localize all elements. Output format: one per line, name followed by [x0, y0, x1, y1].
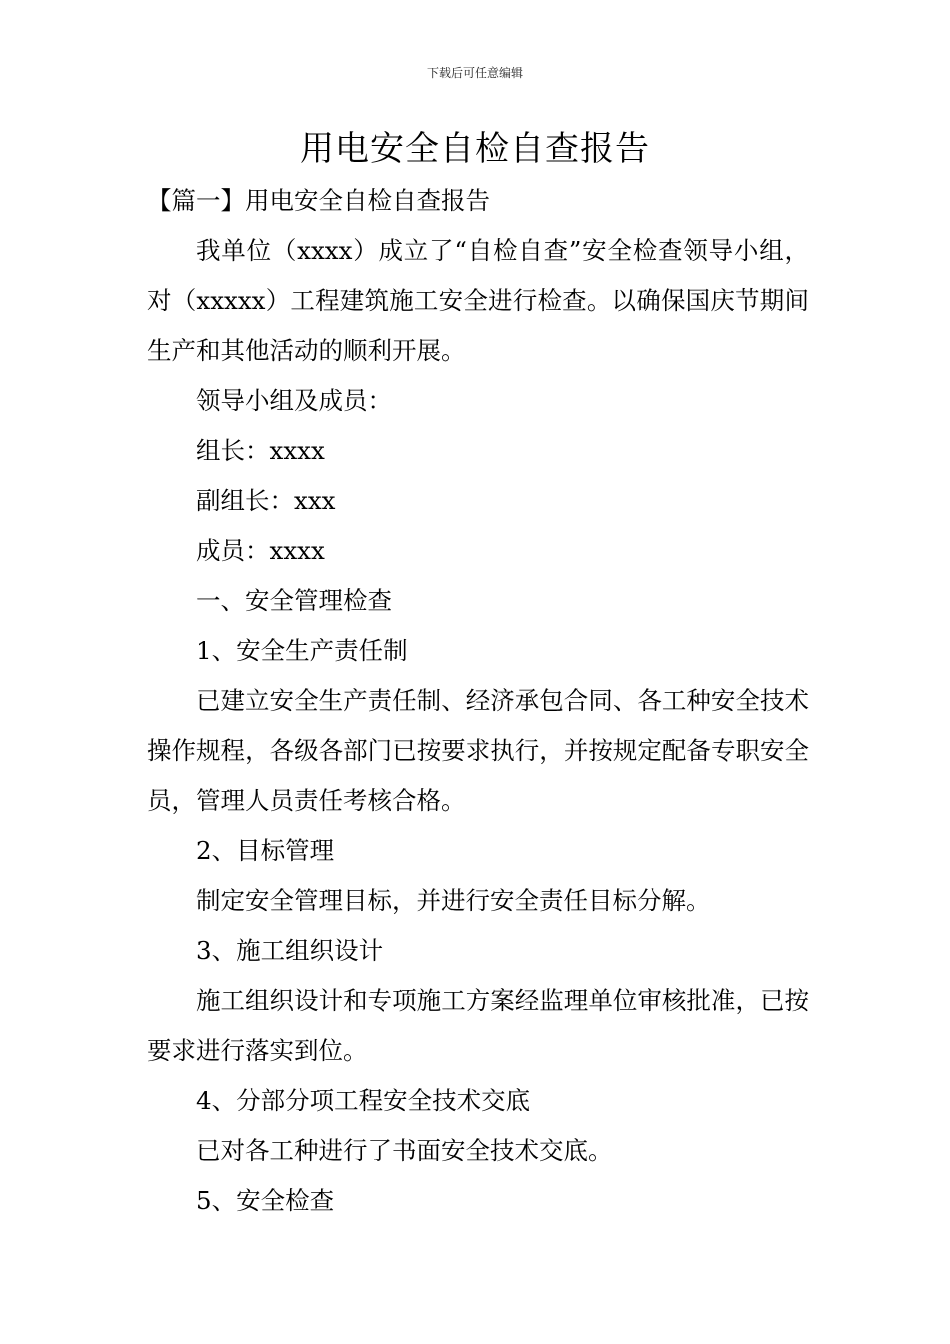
item-paragraph: 已对各工种进行了书面安全技术交底。 — [196, 1136, 613, 1165]
item-heading: 2、目标管理 — [196, 836, 335, 865]
item-heading: 5、安全检查 — [196, 1186, 335, 1215]
item-heading: 3、施工组织设计 — [196, 936, 384, 965]
team-heading: 领导小组及成员： — [196, 386, 392, 415]
item-heading: 4、分部分项工程安全技术交底 — [196, 1086, 531, 1115]
item-paragraph: 制定安全管理目标，并进行安全责任目标分解。 — [196, 886, 711, 915]
item-paragraph: 已建立安全生产责任制、经济承包合同、各工种安全技术操作规程，各级各部门已按要求执行，并按规定配备专职安全员，管理人员责任考核合格。 — [147, 686, 809, 815]
download-note: 下载后可任意编辑 — [426, 66, 523, 80]
item-heading: 1、安全生产责任制 — [196, 636, 408, 665]
item-paragraph: 施工组织设计和专项施工方案经监理单位审核批准，已按要求进行落实到位。 — [147, 986, 809, 1065]
document-title: 用电安全自检自查报告 — [300, 129, 650, 169]
document-body — [147, 176, 809, 1226]
team-members: 成员：xxxx — [196, 536, 325, 565]
team-deputy: 副组长：xxx — [196, 486, 336, 515]
team-leader: 组长：xxxx — [196, 436, 325, 465]
intro-paragraph: 我单位（xxxx）成立了“自检自查”安全检查领导小组，对（xxxxx）工程建筑施工安全进行检查。以确保国庆节期间生产和其他活动的顺利开展。 — [147, 236, 809, 365]
part1-heading: 一、安全管理检查 — [196, 586, 392, 615]
section-heading: 【篇一】用电安全自检自查报告 — [147, 186, 490, 215]
